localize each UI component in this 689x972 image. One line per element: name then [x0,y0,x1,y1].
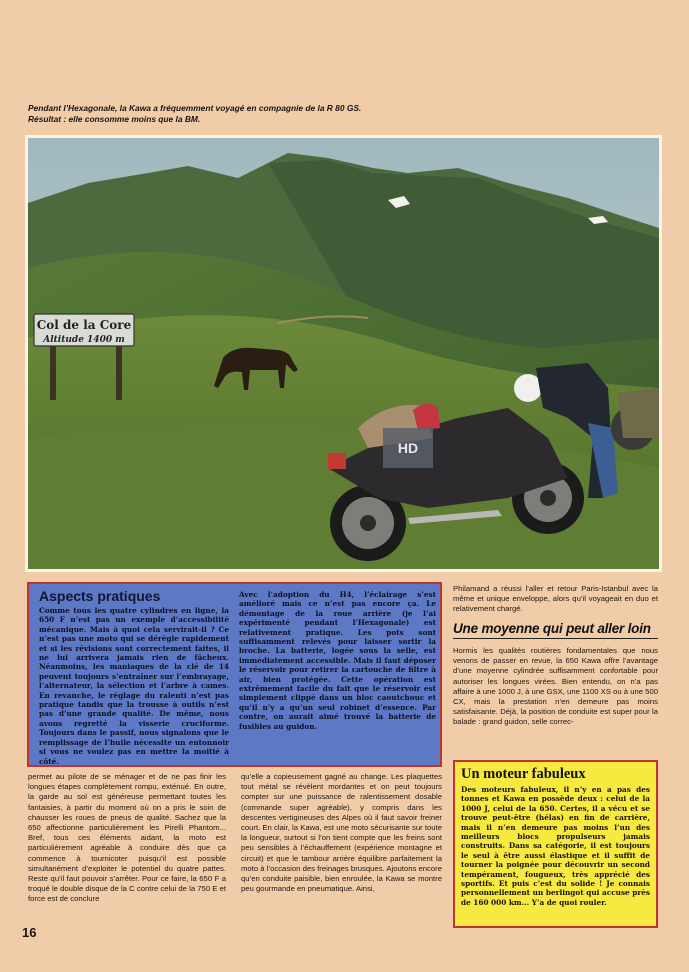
box-aspects-col-1: Comme tous les quatre cylindres en ligne, la 650 F n’est pas un exemple d’accessibilité mécanique. Mais à quoi cela servirait-il ? Ce n’est pas une moto qui se dérègle rapidement et si les révisions sont correctement faites, il ne lui arrivera jamais rien de fâcheux. Néanmoins, les maniaques de la clé de 14 peuvent toujours s’entraîner sur l’embrayage, l’alternateur, la sélection et l’arbre à cames. En revanche, le réglage du ralenti n’est pas pratique tandis que la trousse à outils n’est pas d’une grande qualité. De même, nous avons regretté la visserie cruciforme. Toujours dans le passif, nous signalons que le remplissage de l’huile nécessite un entonnoir si vous ne voulez pas en mettre la moitié à côté. [39,606,229,766]
caption-line-1: Pendant l’Hexagonale, la Kawa a fréquemment voyagé en compagnie de la R 80 GS. [28,103,362,113]
right-intro-text: Philamand a réussi l’aller et retour Paris-Istanbul avec la même et unique enveloppe, alors qu’il voyageait en duo et relativement chargé. [453,584,658,614]
bottom-col-1: permet au pilote de se ménager et de ne pas finir les longues étapes complètement rompu, exténué. En outre, la garde au sol est généreuse permettant toutes les fantaisies, à partir du moment où on a pris le soin de chausser les roues de pneus de qualité. Sachez que la 650 affectionne particulièrement les Pirelli Phantom... Bref, tous ces éléments aidant, la moto est particulièrement agréable à conduire dès que ça commence à tournicoter puisqu’il est possible simultanément d’exploiter le potentiel du quatre pattes. Reste qu’il faut pouvoir s’arrêter. Pour ce faire, la 650 F a troqué le double disque de la C contre celui de la 750 E et force est de conclure [28,772,226,904]
box-moteur-text: Des moteurs fabuleux, il n’y en a pas des tonnes et Kawa en possède deux : celui de la 1000 J, celui de la 650. Certes, il a vécu et se trouve peut-être (hélas) en fin de carrière, mais il n’en demeure pas moins l’un des meilleurs blocs propulseurs jamais construits. Dans sa catégorie, il est toujours le seul à être aussi élastique et il suffit de tourner la poignée pour découvrir un second tempérament, fougueux, très apprécié des sportifs. Et puis c’est du solide ! Je connais personnellement un berlingot qui accuse près de 160 000 km... Y’a de quoi rouler. [461,785,650,907]
box-aspects-title: Aspects pratiques [39,588,161,604]
sign-line-1: Col de la Core [36,318,132,332]
box-aspects-col-2: Avec l’adoption du H4, l’éclairage s’est amélioré mais ce n’est pas encore ça. Le démontage de la roue arrière (je l’ai expérimenté pendant l’Hexagonale) est relativement pratique. Les pots sont suffisamment relevés pour laisser sortir la broche. La batterie, logée sous la selle, est immédiatement accessible. Mais il faut déposer le réservoir pour retirer la cartouche de filtre à air, bien protégée. Cette opération est extrêmement facile du fait que le réservoir est simplement clippé dans un bloc caoutchouc et qu’il n’y a qu’un seul robinet d’essence. Par contre, on aurait aimé trouvé la batterie de fusibles au guidon. [239,590,436,731]
photo-illustration [28,138,659,569]
bottom-col-2: qu’elle a copieusement gagné au change. Les plaquettes tout métal se révèlent mordantes et on peut toujours compter sur une puissance de ralentissement dosable (commande super agréable), y compris dans les descentes vertigineuses des Alpes où il faut savoir freiner court. En clair, la Kawa, est une moto sécurisante sur toute la longueur, surtout si l’on tient compte que les freins sont peu sensibles à l’échauffement (expérience montagne et circuit) et que le tambour arrière équilibre parfaitement la moto à l’occasion des freinages brusques. Ajoutons encore qu’en conduite paisible, bien enroulée, la Kawa se montre peu gourmande en pneumatique. Ainsi, [241,772,442,894]
box-moteur-fabuleux [453,760,658,928]
photo-caption [28,103,448,125]
watermark: HD [397,440,419,456]
box-moteur-title: Un moteur fabuleux [461,766,586,782]
sign-line-2: Altitude 1400 m [43,335,125,345]
photo-mountain-pass [25,135,662,572]
heading-moyenne: Une moyenne qui peut aller loin [453,621,658,639]
right-paragraph: Hormis les qualités routières fondamentales que nous venons de passer en revue, la 650 Kawa offre l’avantage d’une moyenne cylindrée suffisamment confortable pour autoriser les longues virées. Bien entendu, on n’a pas affaire à une 1000 J, à une GSX, une 1100 XS ou à une 500 CX, mais la prestation n’en demeure pas moins satisfaisante. Déjà, la position de conduite est super pour la balade : grand guidon, selle correc- [453,646,658,727]
box-aspects-pratiques [27,582,442,767]
page-number: 16 [22,925,37,940]
caption-line-2: Résultat : elle consomme moins que la BM. [28,114,201,124]
